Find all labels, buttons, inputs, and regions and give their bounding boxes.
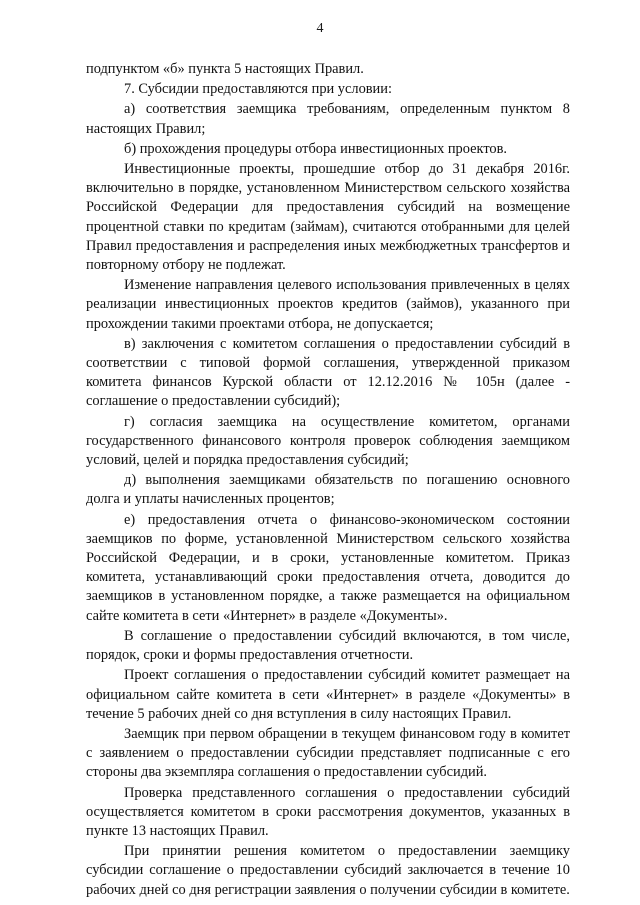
paragraph: Инвестиционные проекты, прошедшие отбор до 31 декабря 2016г. включительно в порядке, установленном Министерством сельского хозяйства Российской Федерации для предоставления субсидий на возмещение процентной ставки по кредитам (займам), считаются отобранными для целей Правил предоставления и распределения иных межбюджетных трансфертов и повторному отбору не подлежат. <box>86 161 570 274</box>
paragraph: б) прохождения процедуры отбора инвестиционных проектов. <box>124 140 508 157</box>
paragraph: 7. Субсидии предоставляются при условии: <box>124 81 392 98</box>
document-body <box>86 60 570 901</box>
paragraph: Проект соглашения о предоставлении субсидий комитет размещает на официальном сайте комитета в сети «Интернет» в разделе «Документы» в течение 5 рабочих дней со дня вступления в силу настоящих Правил. <box>86 667 570 722</box>
paragraph: Заемщик при первом обращении в текущем финансовом году в комитет с заявлением о предоставлении субсидии представляет подписанные с его стороны два экземпляра соглашения о предоставлении субсидий. <box>86 725 570 781</box>
paragraph: В соглашение о предоставлении субсидий включаются, в том числе, порядок, сроки и формы предоставления отчетности. <box>86 627 570 664</box>
paragraph: подпунктом «б» пункта 5 настоящих Правил. <box>86 61 364 77</box>
paragraph: Изменение направления целевого использования привлеченных в целях реализации инвестиционных проектов кредитов (займов), указанного при прохождении такими проектами отбора, не допускается; <box>86 277 570 332</box>
paragraph: а) соответствия заемщика требованиям, определенным пунктом 8 настоящих Правил; <box>86 101 570 137</box>
paragraph: При принятии решения комитетом о предоставлении заемщику субсидии соглашение о предоставлении субсидий заключается в течение 10 рабочих дней со дня регистрации заявления о получении субсидии в комитете. <box>86 843 570 898</box>
paragraph: е) предоставления отчета о финансово-экономическом состоянии заемщиков по форме, установленной Министерством сельского хозяйства Российской Федерации, и в сроки, установленные комитетом. Приказ комитета, устанавливающий сроки предоставления отчета, доводится до заемщиков в установленном порядке, а также размещается на официальном сайте комитета в сети «Интернет» в разделе «Документы». <box>86 511 570 624</box>
paragraph: Проверка представленного соглашения о предоставлении субсидий осуществляется комитетом в сроки рассмотрения документов, указанных в пункте 13 настоящих Правил. <box>86 784 570 839</box>
paragraph: д) выполнения заемщиками обязательств по погашению основного долга и уплаты начисленных процентов; <box>86 472 570 508</box>
paragraph: в) заключения с комитетом соглашения о предоставлении субсидий в соответствии с типовой формой соглашения, утвержденной приказом комитета финансов Курской области от 12.12.2016 № 105н (далее - соглашение о предоставлении субсидий); <box>86 335 570 410</box>
page-number: 4 <box>316 21 324 36</box>
paragraph: г) согласия заемщика на осуществление комитетом, органами государственного финансового контроля проверок соблюдения заемщиком условий, целей и порядка предоставления субсидий; <box>86 413 570 469</box>
